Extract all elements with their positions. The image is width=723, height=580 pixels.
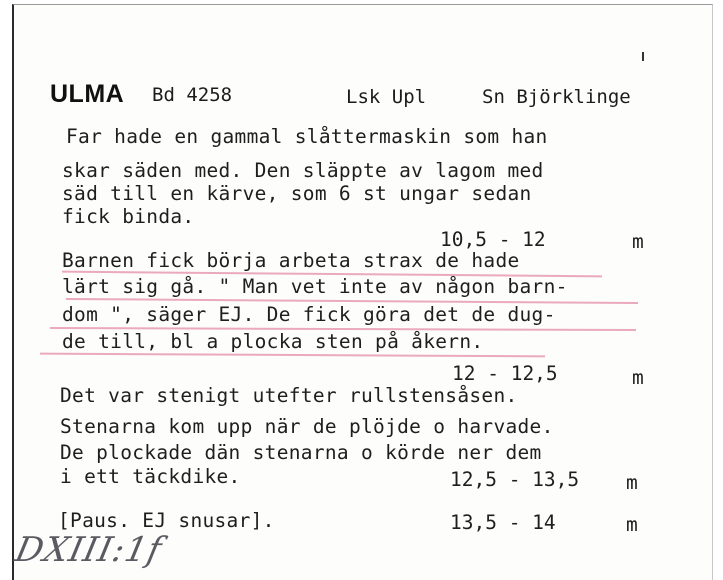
text-line: lärt sig gå. " Man vet inte av någon barn-	[62, 275, 568, 298]
text-line: Stenarna kom upp när de plöjde o harvade.	[60, 415, 554, 438]
text-line: Det var stenigt utefter rullstensåsen.	[60, 384, 518, 407]
text-line: de till, bl a plocka sten på åkern.	[62, 330, 484, 353]
province-label: Lsk Upl	[346, 86, 427, 108]
parish-label: Sn Björklinge	[482, 86, 631, 108]
corner-tick-mark	[642, 52, 644, 61]
volume-number: Bd 4258	[152, 84, 233, 106]
text-line: dom ", säger EJ. De fick göra det de dug-	[62, 303, 556, 326]
timestamp-unit: m	[626, 513, 638, 536]
timestamp-unit: m	[626, 471, 638, 494]
text-line: Far hade en gammal slåttermaskin som han	[66, 125, 548, 148]
handwritten-signature: DXIII:1f	[11, 530, 166, 570]
timestamp: 12,5 - 13,5	[450, 468, 580, 491]
timestamp: 13,5 - 14	[450, 511, 556, 534]
text-line: skar säden med. Den släppte av lagom med	[62, 159, 544, 182]
ulma-logo: ULMA	[50, 80, 125, 108]
text-line: [Paus. EJ snusar].	[58, 509, 275, 532]
timestamp-unit: m	[632, 366, 644, 389]
timestamp: 12 - 12,5	[452, 362, 558, 385]
timestamp: 10,5 - 12	[440, 228, 546, 251]
text-line: säd till en kärve, som 6 st ungar sedan	[62, 182, 532, 205]
timestamp-unit: m	[632, 230, 644, 253]
card-header	[0, 80, 723, 120]
text-line: De plockade dän stenarna o körde ner dem	[60, 441, 542, 464]
text-line: Barnen fick börja arbeta strax de hade	[62, 249, 520, 272]
text-line: i ett täckdike.	[60, 465, 241, 488]
text-line: fick binda.	[62, 205, 195, 228]
